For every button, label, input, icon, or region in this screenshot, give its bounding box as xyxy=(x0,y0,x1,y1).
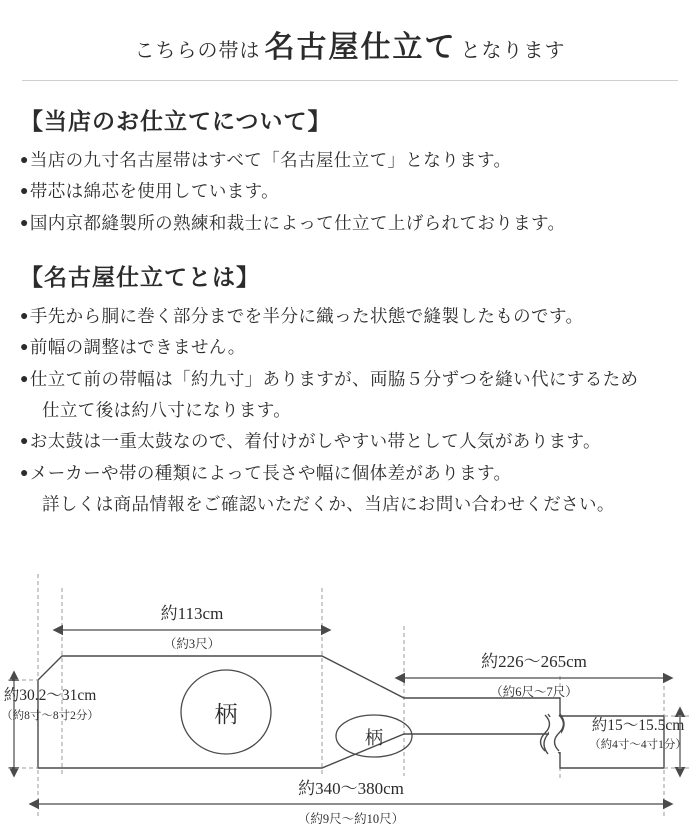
section2-item xyxy=(20,459,680,487)
section2-item-text: メーカーや帯の種類によって長さや幅に個体差があります。 xyxy=(29,462,512,483)
bullet-dot-icon: ● xyxy=(20,309,29,325)
section1-item xyxy=(20,209,680,237)
section2-item-continuation xyxy=(20,396,680,424)
section2-item-text: 仕立て前の帯幅は「約九寸」ありますが、両脇５分ずつを縫い代にするため xyxy=(29,368,639,389)
section2-item-text: 前幅の調整はできません。 xyxy=(29,337,246,358)
page-title xyxy=(0,0,700,76)
section1-item xyxy=(20,146,680,174)
header-divider xyxy=(22,80,678,81)
dimension-right-height xyxy=(589,716,690,768)
section-what-is-nagoya xyxy=(0,259,700,518)
section2-item xyxy=(20,427,680,455)
dimension-top xyxy=(62,604,322,651)
section2-item-text: 仕立て後は約八寸になります。 xyxy=(42,400,292,421)
section1-item xyxy=(20,177,680,205)
section2-item-text: 手先から胴に巻く部分までを半分に織った状態で縫製したものです。 xyxy=(29,306,584,327)
section1-item-text: 帯芯は綿芯を使用しています。 xyxy=(29,181,280,202)
bullet-dot-icon: ● xyxy=(20,465,29,481)
dim-bottom-main: 約340〜380cm xyxy=(298,779,404,798)
bullet-dot-icon: ● xyxy=(20,340,29,356)
dim-far-right-main: 約15〜15.5cm xyxy=(591,717,685,734)
dim-left-sub: （約8寸〜8寸2分） xyxy=(1,710,99,722)
section-about-tailoring xyxy=(0,103,700,237)
section2-item-text: 詳しくは商品情報をご確認いただくか、当店にお問い合わせください。 xyxy=(42,494,615,515)
bullet-dot-icon: ● xyxy=(20,434,29,450)
section1-title: 【当店のお仕立てについて】 xyxy=(20,109,332,134)
dimension-bottom-total xyxy=(38,779,664,826)
section2-title: 【名古屋仕立てとは】 xyxy=(20,265,260,291)
section2-item-text: お太鼓は一重太鼓なので、着付けがしやすい帯として人気があります。 xyxy=(29,431,601,452)
page-title-emphasis: 名古屋仕立て xyxy=(264,31,457,64)
pattern-label-small: 柄 xyxy=(365,728,383,748)
bullet-dot-icon: ● xyxy=(20,153,29,168)
obi-dimension-diagram xyxy=(0,568,700,840)
dim-bottom-sub: （約9尺〜約10尺） xyxy=(297,812,405,826)
dim-right-main: 約226〜265cm xyxy=(481,652,587,671)
page-title-suffix: となります xyxy=(460,40,566,62)
section2-item-continuation xyxy=(20,490,680,518)
page-title-prefix: こちらの帯は xyxy=(134,40,261,62)
obi-shape xyxy=(38,656,664,768)
dim-right-sub: （約6尺〜7尺） xyxy=(490,685,578,699)
dim-far-right-sub: （約4寸〜4寸1分） xyxy=(589,739,687,751)
dim-top-main: 約113cm xyxy=(160,604,224,623)
section2-item xyxy=(20,333,680,361)
bullet-dot-icon: ● xyxy=(20,184,29,200)
section1-item-text: 国内京都縫製所の熟練和裁士によって仕立て上げられております。 xyxy=(29,212,566,233)
section1-item-text: 当店の九寸名古屋帯はすべて「名古屋仕立て」となります。 xyxy=(29,150,512,170)
section2-item xyxy=(20,302,680,330)
dim-top-sub: （約3尺） xyxy=(163,637,221,651)
bullet-dot-icon: ● xyxy=(20,371,29,387)
bullet-dot-icon: ● xyxy=(20,215,29,231)
pattern-label-large: 柄 xyxy=(214,702,238,727)
section2-item xyxy=(20,365,680,393)
dimension-right xyxy=(404,652,664,699)
dimension-left-height xyxy=(1,680,99,768)
dim-left-main: 約30.2〜31cm xyxy=(3,687,97,704)
